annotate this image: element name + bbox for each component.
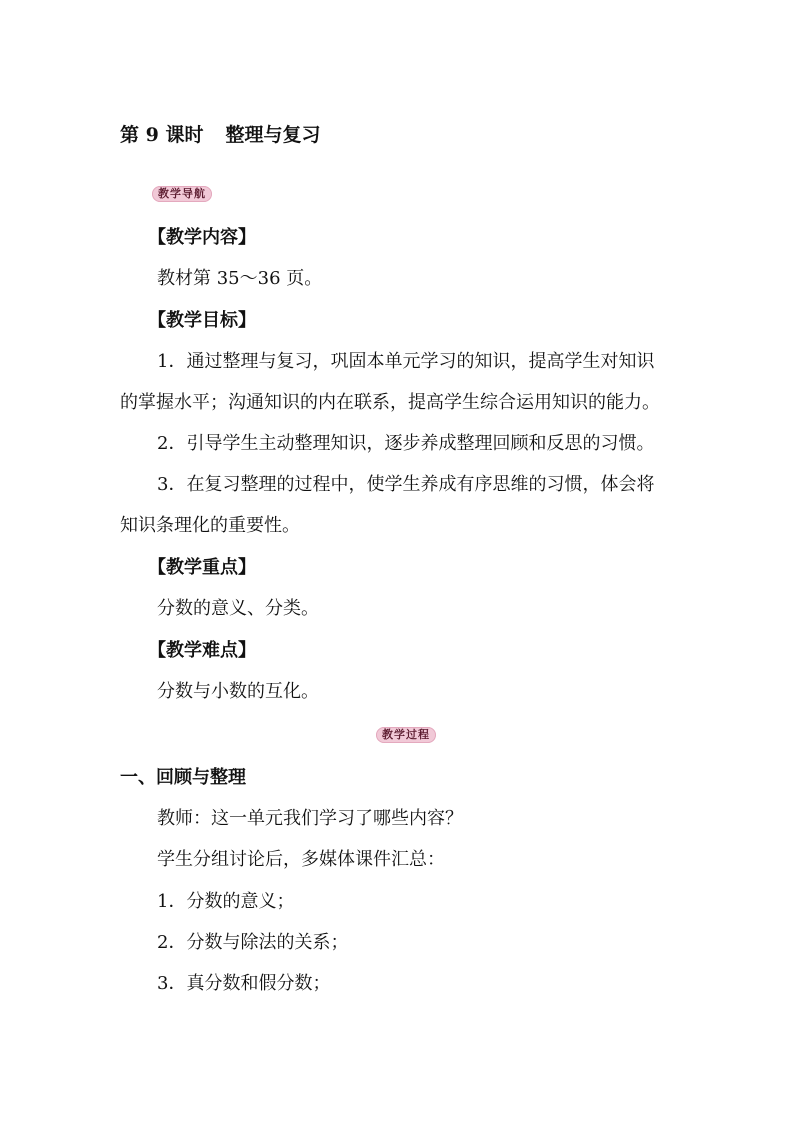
difficulty-heading: 【教学难点】 [148,640,256,661]
content-text: 教材第 35～36 页。 [157,268,323,289]
goal-2: 2．引导学生主动整理知识，逐步养成整理回顾和反思的习惯。 [157,433,655,454]
difficulty-text: 分数与小数的互化。 [157,681,319,702]
list-item: 1．分数的意义； [157,891,295,912]
teaching-process-badge: 教学过程 [376,727,436,743]
teacher-question: 教师：这一单元我们学习了哪些内容？ [157,808,463,829]
part-1-heading: 一、回顾与整理 [120,767,246,788]
content-heading: 【教学内容】 [148,227,256,248]
list-item: 2．分数与除法的关系； [157,932,349,953]
goal-1-line-2: 的掌握水平；沟通知识的内在联系，提高学生综合运用知识的能力。 [120,392,660,413]
student-summary: 学生分组讨论后，多媒体课件汇总： [157,849,445,870]
goals-heading: 【教学目标】 [148,310,256,331]
lesson-title: 整理与复习 [225,124,321,146]
lesson-title-line [120,122,680,148]
key-points-text: 分数的意义、分类。 [157,598,319,619]
goal-3-line-2: 知识条理化的重要性。 [120,515,300,536]
goal-3-line-1: 3．在复习整理的过程中，使学生养成有序思维的习惯，体会将 [157,474,655,495]
lesson-number: 第 9 课时 [120,124,204,146]
list-item: 3．真分数和假分数； [157,973,331,994]
key-points-heading: 【教学重点】 [148,557,256,578]
goal-1-line-1: 1．通过整理与复习，巩固本单元学习的知识，提高学生对知识 [157,351,655,372]
teaching-guide-badge: 教学导航 [152,186,212,202]
